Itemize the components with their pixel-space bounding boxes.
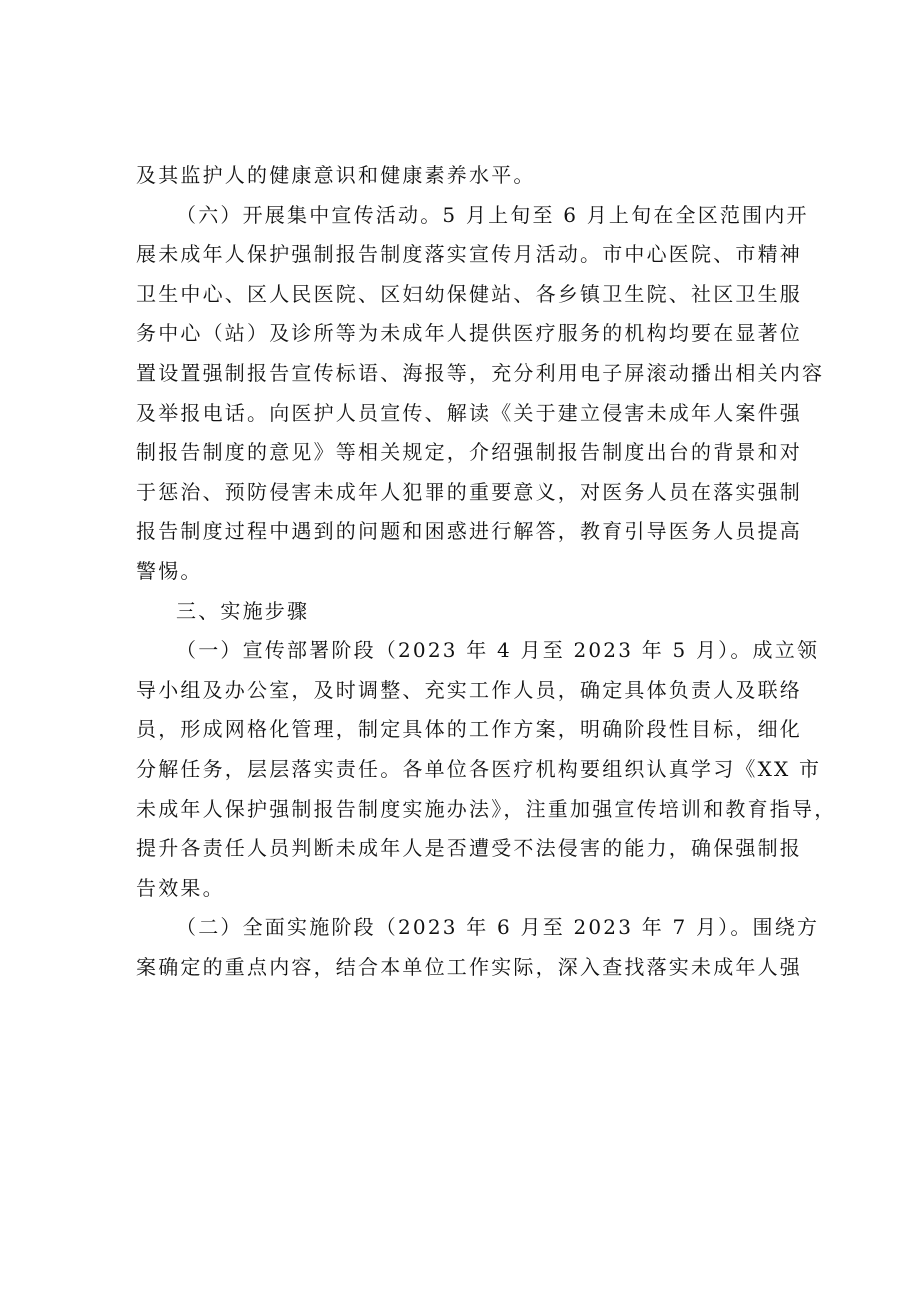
text-line: 员，形成网格化管理，制定具体的工作方案，明确阶段性目标，细化 [136, 717, 802, 742]
text-line: 告效果。 [136, 875, 225, 900]
text-line: 导小组及办公室，及时调整、充实工作人员，确定具体负责人及联络 [136, 677, 802, 702]
text-line: 及举报电话。向医护人员宣传、解读《关于建立侵害未成年人案件强 [136, 400, 802, 425]
paragraph-6-heading-line: （六）开展集中宣传活动。5 月上旬至 6 月上旬在全区范围内开 [176, 202, 809, 227]
stage-2-heading-line: （二）全面实施阶段（2023 年 6 月至 2023 年 7 月）。围绕方 [176, 915, 820, 940]
document-body [136, 156, 837, 987]
text-line: 及其监护人的健康意识和健康素养水平。 [136, 163, 536, 187]
text-line: 制报告制度的意见》等相关规定，介绍强制报告制度出台的背景和对 [136, 440, 802, 465]
text-line: 提升各责任人员判断未成年人是否遭受不法侵害的能力，确保强制报 [136, 836, 802, 861]
text-line: 报告制度过程中遇到的问题和困惑进行解答，教育引导医务人员提高 [136, 519, 802, 544]
section-3-heading: 三、实施步骤 [176, 598, 310, 623]
text-line: 置设置强制报告宣传标语、海报等，充分利用电子屏滚动播出相关内容 [136, 360, 825, 385]
text-line: 务中心（站）及诊所等为未成年人提供医疗服务的机构均要在显著位 [136, 321, 802, 346]
text-line: 卫生中心、区人民医院、区妇幼保健站、各乡镇卫生院、社区卫生服 [136, 281, 802, 306]
text-line: 案确定的重点内容，结合本单位工作实际，深入查找落实未成年人强 [136, 954, 802, 979]
text-line: 展未成年人保护强制报告制度落实宣传月活动。市中心医院、市精神 [136, 242, 802, 267]
stage-1-heading-line: （一）宣传部署阶段（2023 年 4 月至 2023 年 5 月）。成立领 [176, 638, 820, 663]
text-line: 未成年人保护强制报告制度实施办法》，注重加强宣传培训和教育指导， [136, 796, 837, 821]
text-line: 分解任务，层层落实责任。各单位各医疗机构要组织认真学习《XX 市 [136, 756, 822, 781]
text-line: 于惩治、预防侵害未成年人犯罪的重要意义，对医务人员在落实强制 [136, 479, 802, 504]
text-line: 警惕。 [136, 558, 203, 583]
